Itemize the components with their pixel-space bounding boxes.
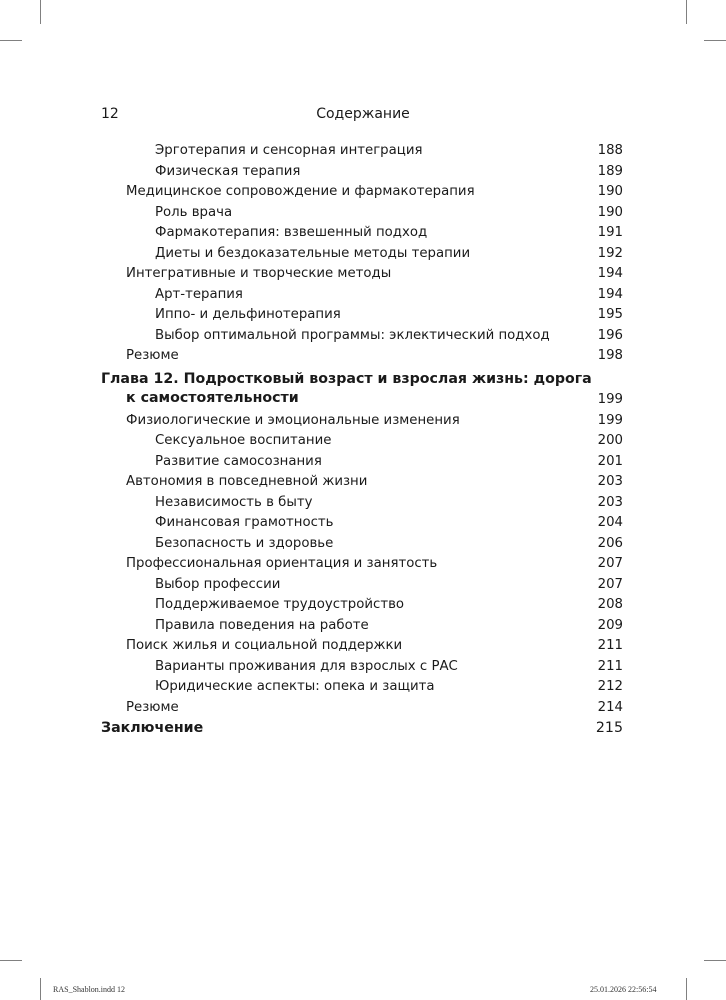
toc-entry [0,493,726,514]
crop-mark [704,40,726,41]
toc-entry [0,264,726,285]
chapter-title-line1: Глава 12. Подростковый возраст и взрослая жизнь: дорога [101,370,592,387]
toc-entry-title: Юридические аспекты: опека и защита [155,679,435,694]
toc-entry [0,657,726,678]
toc-entry-page: 203 [597,474,623,489]
toc-entry-page: 207 [597,576,623,592]
running-title: Содержание [316,106,410,122]
toc-entry [0,554,726,575]
slug-datetime: 25.01.2026 22:56:54 [590,985,657,994]
crop-mark [40,978,41,1000]
toc-entry-page: 194 [597,266,623,281]
toc-entry-title: Физиологические и эмоциональные изменения [126,412,460,428]
toc-entry-page: 206 [597,535,623,551]
toc-conclusion [0,720,726,744]
crop-mark [0,960,22,961]
toc-entry-page: 196 [597,327,623,343]
toc-entry-title: Независимость в быту [155,494,313,510]
toc-entry [0,162,726,183]
toc-section-b [0,411,726,719]
toc-entry-title: Резюме [126,348,179,363]
slug-filename: RAS_Shablon.indd 12 [53,985,126,994]
toc-chapter-heading [0,371,726,411]
toc-entry-page: 191 [597,225,623,240]
toc-entry [0,305,726,326]
toc-entry-page: 201 [597,453,623,469]
toc-entry-title: Диеты и бездоказательные методы терапии [155,245,471,261]
toc-entry-page: 211 [597,638,623,653]
toc-entry [0,452,726,473]
toc-entry-page: 207 [597,556,623,571]
toc-entry-page: 189 [597,163,623,179]
toc-entry-title: Фармакотерапия: взвешенный подход [155,225,428,240]
toc-entry [0,636,726,657]
conclusion-title: Заключение [101,720,204,736]
toc-entry-title: Интегративные и творческие методы [126,266,392,281]
toc-entry-title: Профессиональная ориентация и занятость [126,556,438,571]
crop-mark [686,0,687,24]
toc-entry [0,575,726,596]
toc-entry-page: 188 [597,143,623,158]
toc-entry [0,677,726,698]
toc-entry-title: Варианты проживания для взрослых с РАС [155,658,458,674]
crop-mark [686,978,687,1000]
crop-mark [0,40,22,41]
toc-entry [0,411,726,432]
toc-entry-title: Арт-терапия [155,286,243,302]
toc-entry [0,616,726,637]
toc-entry-title: Эрготерапия и сенсорная интеграция [155,143,423,158]
table-of-contents [0,141,726,744]
toc-entry-page: 203 [597,494,623,510]
toc-entry [0,141,726,162]
page-number: 12 [101,106,119,122]
toc-entry [0,182,726,203]
toc-entry [0,698,726,719]
toc-entry-title: Выбор профессии [155,576,281,592]
crop-mark [704,960,726,961]
toc-entry-title: Иппо- и дельфинотерапия [155,307,341,322]
toc-entry [0,244,726,265]
toc-entry-title: Медицинское сопровождение и фармакотерапия [126,184,475,199]
toc-entry-page: 192 [597,245,623,261]
toc-entry [0,285,726,306]
toc-entry-page: 198 [597,348,623,363]
chapter-page-number: 199 [597,391,623,407]
toc-entry-page: 212 [597,679,623,694]
toc-entry [0,431,726,452]
toc-entry [0,223,726,244]
toc-entry-page: 211 [597,658,623,674]
toc-entry [0,203,726,224]
toc-entry-title: Правила поведения на работе [155,617,369,633]
toc-entry-title: Поиск жилья и социальной поддержки [126,638,403,653]
toc-entry [0,472,726,493]
toc-entry-title: Финансовая грамотность [155,515,334,530]
toc-entry-title: Автономия в повседневной жизни [126,474,368,489]
crop-mark [40,0,41,24]
toc-entry-page: 204 [597,515,623,530]
toc-entry-title: Развитие самосознания [155,453,322,469]
toc-entry [0,534,726,555]
toc-entry [0,513,726,534]
toc-entry-title: Резюме [126,699,179,715]
toc-entry [0,346,726,367]
toc-entry-page: 190 [597,184,623,199]
toc-entry-title: Сексуальное воспитание [155,433,332,448]
toc-entry [0,595,726,616]
toc-entry-title: Выбор оптимальной программы: эклектический подход [155,327,550,343]
toc-entry-page: 200 [597,433,623,448]
toc-entry-page: 209 [597,617,623,633]
toc-entry-page: 195 [597,307,623,322]
toc-entry-page: 208 [597,597,623,612]
toc-entry-title: Безопасность и здоровье [155,535,334,551]
toc-entry [0,326,726,347]
toc-entry-page: 190 [597,204,623,220]
toc-entry-page: 194 [597,286,623,302]
toc-entry-title: Поддерживаемое трудоустройство [155,597,405,612]
toc-section-a [0,141,726,367]
chapter-title-line2: к самостоятельности [126,389,299,406]
conclusion-page-number: 215 [595,720,623,736]
toc-entry-page: 199 [597,412,623,428]
toc-entry-page: 214 [597,699,623,715]
toc-entry-title: Роль врача [155,204,233,220]
toc-entry-title: Физическая терапия [155,163,301,179]
